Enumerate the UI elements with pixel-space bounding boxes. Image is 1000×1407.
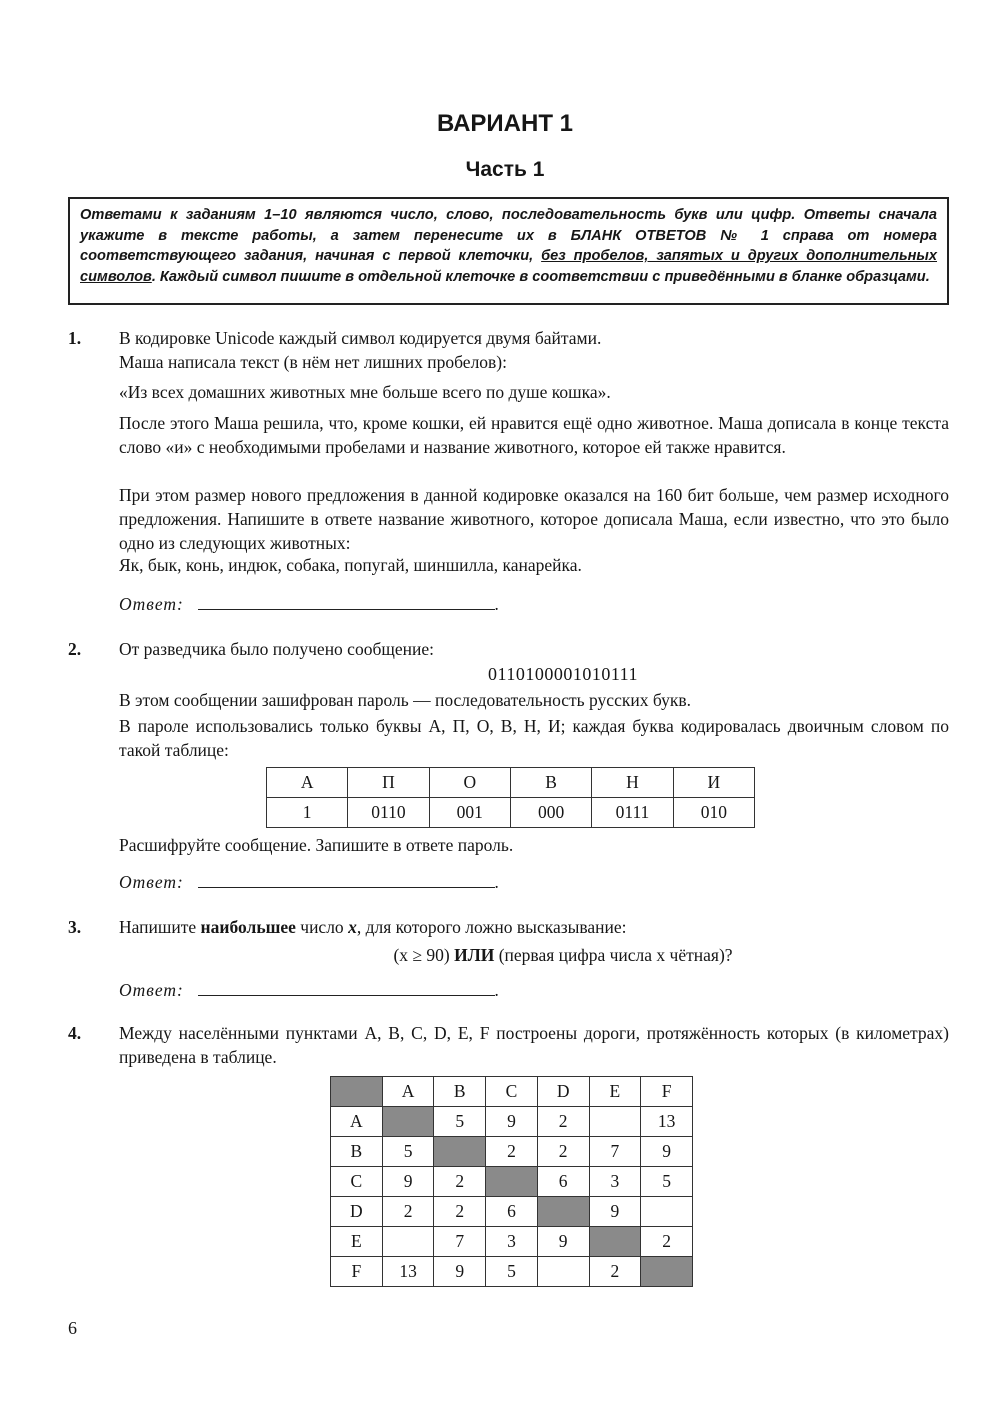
code-table-codes-row (267, 798, 755, 828)
code-table-letter: В (510, 768, 591, 798)
distance-table-cell (537, 1257, 589, 1287)
task-4-number: 4. (68, 1023, 82, 1043)
distance-table-cell: 5 (434, 1107, 486, 1137)
task-1-quote: «Из всех домашних животных мне больше всего по душе кошка». (119, 382, 611, 402)
distance-table-cell (589, 1107, 641, 1137)
task-1-paragraph-1: После этого Маша решила, что, кроме кошки, ей нравится ещё одно животное. Маша дописала в конце текста слово «и» с необходимыми пробелами и название животного, которое ей также нравится. (119, 413, 949, 457)
task-3-expression (148, 945, 978, 966)
task-3-number: 3. (68, 917, 82, 937)
task-3-answer: Ответ: . (119, 980, 501, 1000)
distance-table-header: F (641, 1077, 693, 1107)
task-4-paragraph: Между населёнными пунктами A, B, C, D, E, F построены дороги, протяжённость которых (в километрах) приведена в таблице. (119, 1023, 949, 1067)
distance-table-cell: 7 (589, 1137, 641, 1167)
distance-table-header: C (486, 1077, 538, 1107)
distance-table-cell (434, 1137, 486, 1167)
task-1-answer: Ответ: . (119, 594, 501, 614)
distance-table-row-label: C (331, 1167, 383, 1197)
task-2-line-2: В этом сообщении зашифрован пароль — последовательность русских букв. (119, 690, 691, 710)
task-1-line-2: Маша написала текст (в нём нет лишних пробелов): (119, 352, 507, 372)
distance-table-cell: 6 (486, 1197, 538, 1227)
table-row (331, 1107, 693, 1137)
distance-table-cell: 5 (486, 1257, 538, 1287)
page-title: ВАРИАНТ 1 (436, 110, 574, 137)
page-subtitle: Часть 1 (465, 158, 545, 181)
distance-table-cell: 9 (486, 1107, 538, 1137)
task-3-text-part: число (295, 917, 349, 937)
table-row (331, 1137, 693, 1167)
distance-table-header: A (382, 1077, 434, 1107)
code-table-letter: П (348, 768, 429, 798)
task-3-text-part: Напишите (119, 917, 201, 937)
task-2-line-3: Расшифруйте сообщение. Запишите в ответе пароль. (119, 835, 514, 855)
instructions-box (68, 197, 949, 305)
distance-table-corner (331, 1077, 383, 1107)
code-table-code: 0111 (592, 798, 673, 828)
distance-table-cell: 13 (641, 1107, 693, 1137)
task-3-variable: x (348, 917, 357, 937)
table-row (331, 1257, 693, 1287)
distance-table-cell: 9 (434, 1257, 486, 1287)
distance-table-cell: 2 (537, 1107, 589, 1137)
distance-table-cell: 6 (537, 1167, 589, 1197)
distance-table-cell: 2 (486, 1137, 538, 1167)
task-2-answer: Ответ: . (119, 872, 501, 892)
distance-table-cell: 5 (382, 1137, 434, 1167)
task-1-number: 1. (68, 328, 82, 348)
table-row (331, 1227, 693, 1257)
task-1-line-1: В кодировке Unicode каждый символ кодируется двумя байтами. (119, 328, 602, 348)
distance-table-row-label: E (331, 1227, 383, 1257)
task-2-paragraph: В пароле использовались только буквы А, П, О, В, Н, И; каждая буква кодировалась двоичным словом по такой таблице: (119, 716, 949, 760)
task-3-expr-part: (x ≥ 90) (393, 945, 455, 965)
code-table-letter: И (673, 768, 754, 798)
distance-table-row-label: A (331, 1107, 383, 1137)
task-3-expr-part: (первая цифра числа x чётная)? (494, 945, 733, 965)
task-2-code-table (266, 767, 755, 828)
distance-table-cell: 9 (382, 1167, 434, 1197)
distance-table-cell (537, 1197, 589, 1227)
answer-blank (198, 592, 495, 610)
task-3-text-part: , для которого ложно высказывание: (356, 917, 627, 937)
instructions-text-1: Ответами к заданиям 1–10 являются число, слово, последовательность букв или цифр. Ответы сначала укажите в тексте работы, а затем перенесите их в БЛАНК ОТВЕТОВ № 1 справа от номера соответствующего задания, начиная с первой клеточки, (80, 207, 937, 264)
distance-table-cell: 5 (641, 1167, 693, 1197)
code-table-code: 000 (510, 798, 591, 828)
distance-table-cell: 3 (589, 1167, 641, 1197)
distance-table-cell (486, 1167, 538, 1197)
distance-table-cell: 7 (434, 1227, 486, 1257)
distance-table-row-label: F (331, 1257, 383, 1287)
distance-table-row-label: B (331, 1137, 383, 1167)
code-table-letter: Н (592, 768, 673, 798)
table-row (331, 1167, 693, 1197)
code-table-letter: О (429, 768, 510, 798)
distance-table-cell: 2 (641, 1227, 693, 1257)
task-4-distance-table (330, 1076, 693, 1287)
code-table-letter: А (267, 768, 348, 798)
distance-table-cell: 9 (537, 1227, 589, 1257)
code-table-code: 0110 (348, 798, 429, 828)
task-3-text (119, 917, 627, 938)
distance-table-cell (589, 1227, 641, 1257)
distance-table-cell: 13 (382, 1257, 434, 1287)
distance-table-cell: 2 (382, 1197, 434, 1227)
task-2-line-1: От разведчика было получено сообщение: (119, 639, 434, 659)
answer-label: Ответ: (119, 594, 184, 614)
distance-table-header: B (434, 1077, 486, 1107)
table-row (331, 1197, 693, 1227)
task-1-options: Як, бык, конь, индюк, собака, попугай, шиншилла, канарейка. (119, 555, 582, 575)
code-table-code: 010 (673, 798, 754, 828)
distance-table-header: D (537, 1077, 589, 1107)
distance-table-cell: 9 (589, 1197, 641, 1227)
answer-blank (198, 978, 495, 996)
distance-table-cell (641, 1257, 693, 1287)
instructions-text-2: . Каждый символ пишите в отдельной клеточке в соответствии с приведёнными в бланке образцами. (151, 268, 930, 285)
task-2-number: 2. (68, 639, 82, 659)
answer-blank (198, 870, 495, 888)
distance-table-cell (382, 1107, 434, 1137)
task-3-expr-or: ИЛИ (454, 945, 495, 965)
distance-table-header: E (589, 1077, 641, 1107)
task-3-bold-word: наибольшее (200, 917, 296, 937)
distance-table-cell (641, 1197, 693, 1227)
answer-label: Ответ: (119, 980, 184, 1000)
code-table-letters-row (267, 768, 755, 798)
distance-table-cell: 2 (589, 1257, 641, 1287)
distance-table-cell: 2 (434, 1197, 486, 1227)
answer-label: Ответ: (119, 872, 184, 892)
page-number: 6 (68, 1318, 77, 1338)
table-row (331, 1077, 693, 1107)
distance-table-cell: 9 (641, 1137, 693, 1167)
distance-table-cell: 2 (537, 1137, 589, 1167)
instructions-underlined: без пробелов, запятых и других дополнительных символов (80, 248, 938, 285)
distance-table-row-label: D (331, 1197, 383, 1227)
distance-table-cell: 2 (434, 1167, 486, 1197)
task-1-paragraph-2: При этом размер нового предложения в данной кодировке оказался на 160 бит больше, чем размер исходного предложения. Напишите в ответе название животного, которое дописала Маша, если известно, что это было одно из следующих животных: (119, 485, 949, 553)
distance-table-cell (382, 1227, 434, 1257)
distance-table-cell: 3 (486, 1227, 538, 1257)
code-table-code: 001 (429, 798, 510, 828)
task-2-message: 0110100001010111 (488, 664, 638, 684)
code-table-code: 1 (267, 798, 348, 828)
